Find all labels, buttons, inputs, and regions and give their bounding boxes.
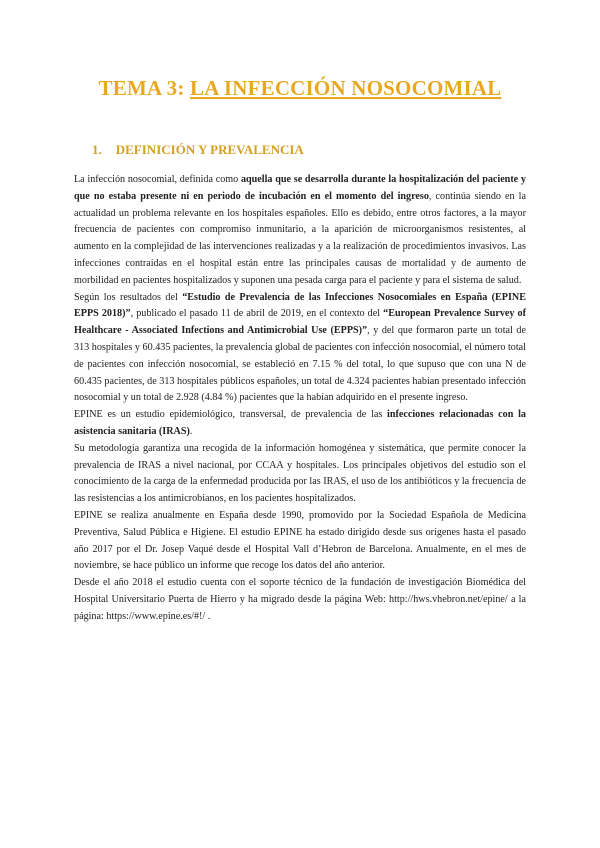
p1-text-1: La infección nosocomial, definida como: [74, 174, 241, 185]
p1-bold-definition: aquella que se desarrolla durante la hospitalización del paciente y que no estaba presente ni en periodo de incubación en el momento del ingreso: [74, 174, 526, 202]
title-underlined: LA INFECCIÓN NOSOCOMIAL: [189, 76, 502, 100]
p2-text-1: Según los resultados del: [74, 291, 183, 303]
p2-text-2: , publicado el pasado 11 de abril de 2019, en el contexto del: [130, 308, 384, 320]
p2-bold-epps: “European Prevalence Survey of Healthcare - Associated Infections and Antimicrobial Use (EPPS)”: [74, 308, 526, 337]
paragraph-methodology: Su metodología garantiza una recogida de la información homogénea y sistemática, que permite conocer la prevalencia de IRAS a nivel nacional, por CCAA y hospitales. Los principales objetivos del estudio son el conocimiento de la carga de la enfermedad producida por las IRAS, el uso de los antibióticos y la frecuencia de las resistencias a los antimicrobianos, en los pacientes hospitalizados.: [74, 442, 526, 505]
paragraph-epine-definition: [74, 407, 526, 441]
paragraph-website: Desde el año 2018 el estudio cuenta con el soporte técnico de la fundación de investigación Biomédica del Hospital Universitario Puerta de Hierro y ha migrado desde la página Web: http://hws.vhebron.net/epine/ a la página: https://www.epine.es/#!/ .: [74, 577, 526, 622]
p3-bold-iras: infecciones relacionadas con la asistencia sanitaria (IRAS): [74, 409, 526, 437]
title-prefix: TEMA 3:: [98, 76, 190, 100]
body-text: [74, 172, 526, 626]
section-heading: [92, 142, 304, 158]
p2-bold-study: “Estudio de Prevalencia de las Infecciones Nosocomiales en España (EPINE EPPS 2018)”: [74, 291, 526, 320]
section-title: DEFINICIÓN Y PREVALENCIA: [115, 142, 304, 157]
p2-text-3: , y del que formaron parte un total de 313 hospitales y 60.435 pacientes, la prevalencia global de pacientes con infección nosocomial, el número total de pacientes con infección nosocomial, se estableció en 7.15 % del total, lo que supuso que con una N de 60.435 pacientes, de 313 hospitales públicos españoles, un total de 4.324 pacientes habían presentado infección nosocomial y un total de 2.928 (4.84 %) pacientes que la habían adquirido en el presente ingreso.: [74, 325, 526, 404]
section-number: 1.: [92, 142, 102, 157]
paragraph-history: EPINE se realiza anualmente en España desde 1990, promovido por la Sociedad Española de Medicina Preventiva, Salud Pública e Higiene. El estudio EPINE ha estado dirigido desde sus orígenes hasta el pasado año 2017 por el Dr. Josep Vaqué desde el Hospital Vall d’Hebron de Barcelona. Anualmente, en el mes de noviembre, se hace público un informe que recoge los datos del año anterior.: [74, 509, 526, 572]
p3-text-2: .: [189, 425, 193, 437]
paragraph-definition: [74, 172, 526, 290]
paragraph-epine-results: [74, 290, 526, 408]
p1-text-2: , continúa siendo en la actualidad un problema relevante en los hospitales españoles. Ello es debido, entre otros factores, a la mayor frecuencia de pacientes con compromiso inmunitario, a la aparición de microorganismos resistentes, al aumento en la complejidad de las intervenciones realizadas y a la realización de procedimientos invasivos. Las infecciones contraídas en el hospital están entre las principales causas de mortalidad y de aumento de morbilidad en pacientes hospitalizados y suponen una pesada carga para el paciente y para el sistema de salud.: [74, 190, 526, 286]
page-title: [0, 76, 600, 101]
p3-text-1: EPINE es un estudio epidemiológico, transversal, de prevalencia de las: [74, 409, 388, 421]
